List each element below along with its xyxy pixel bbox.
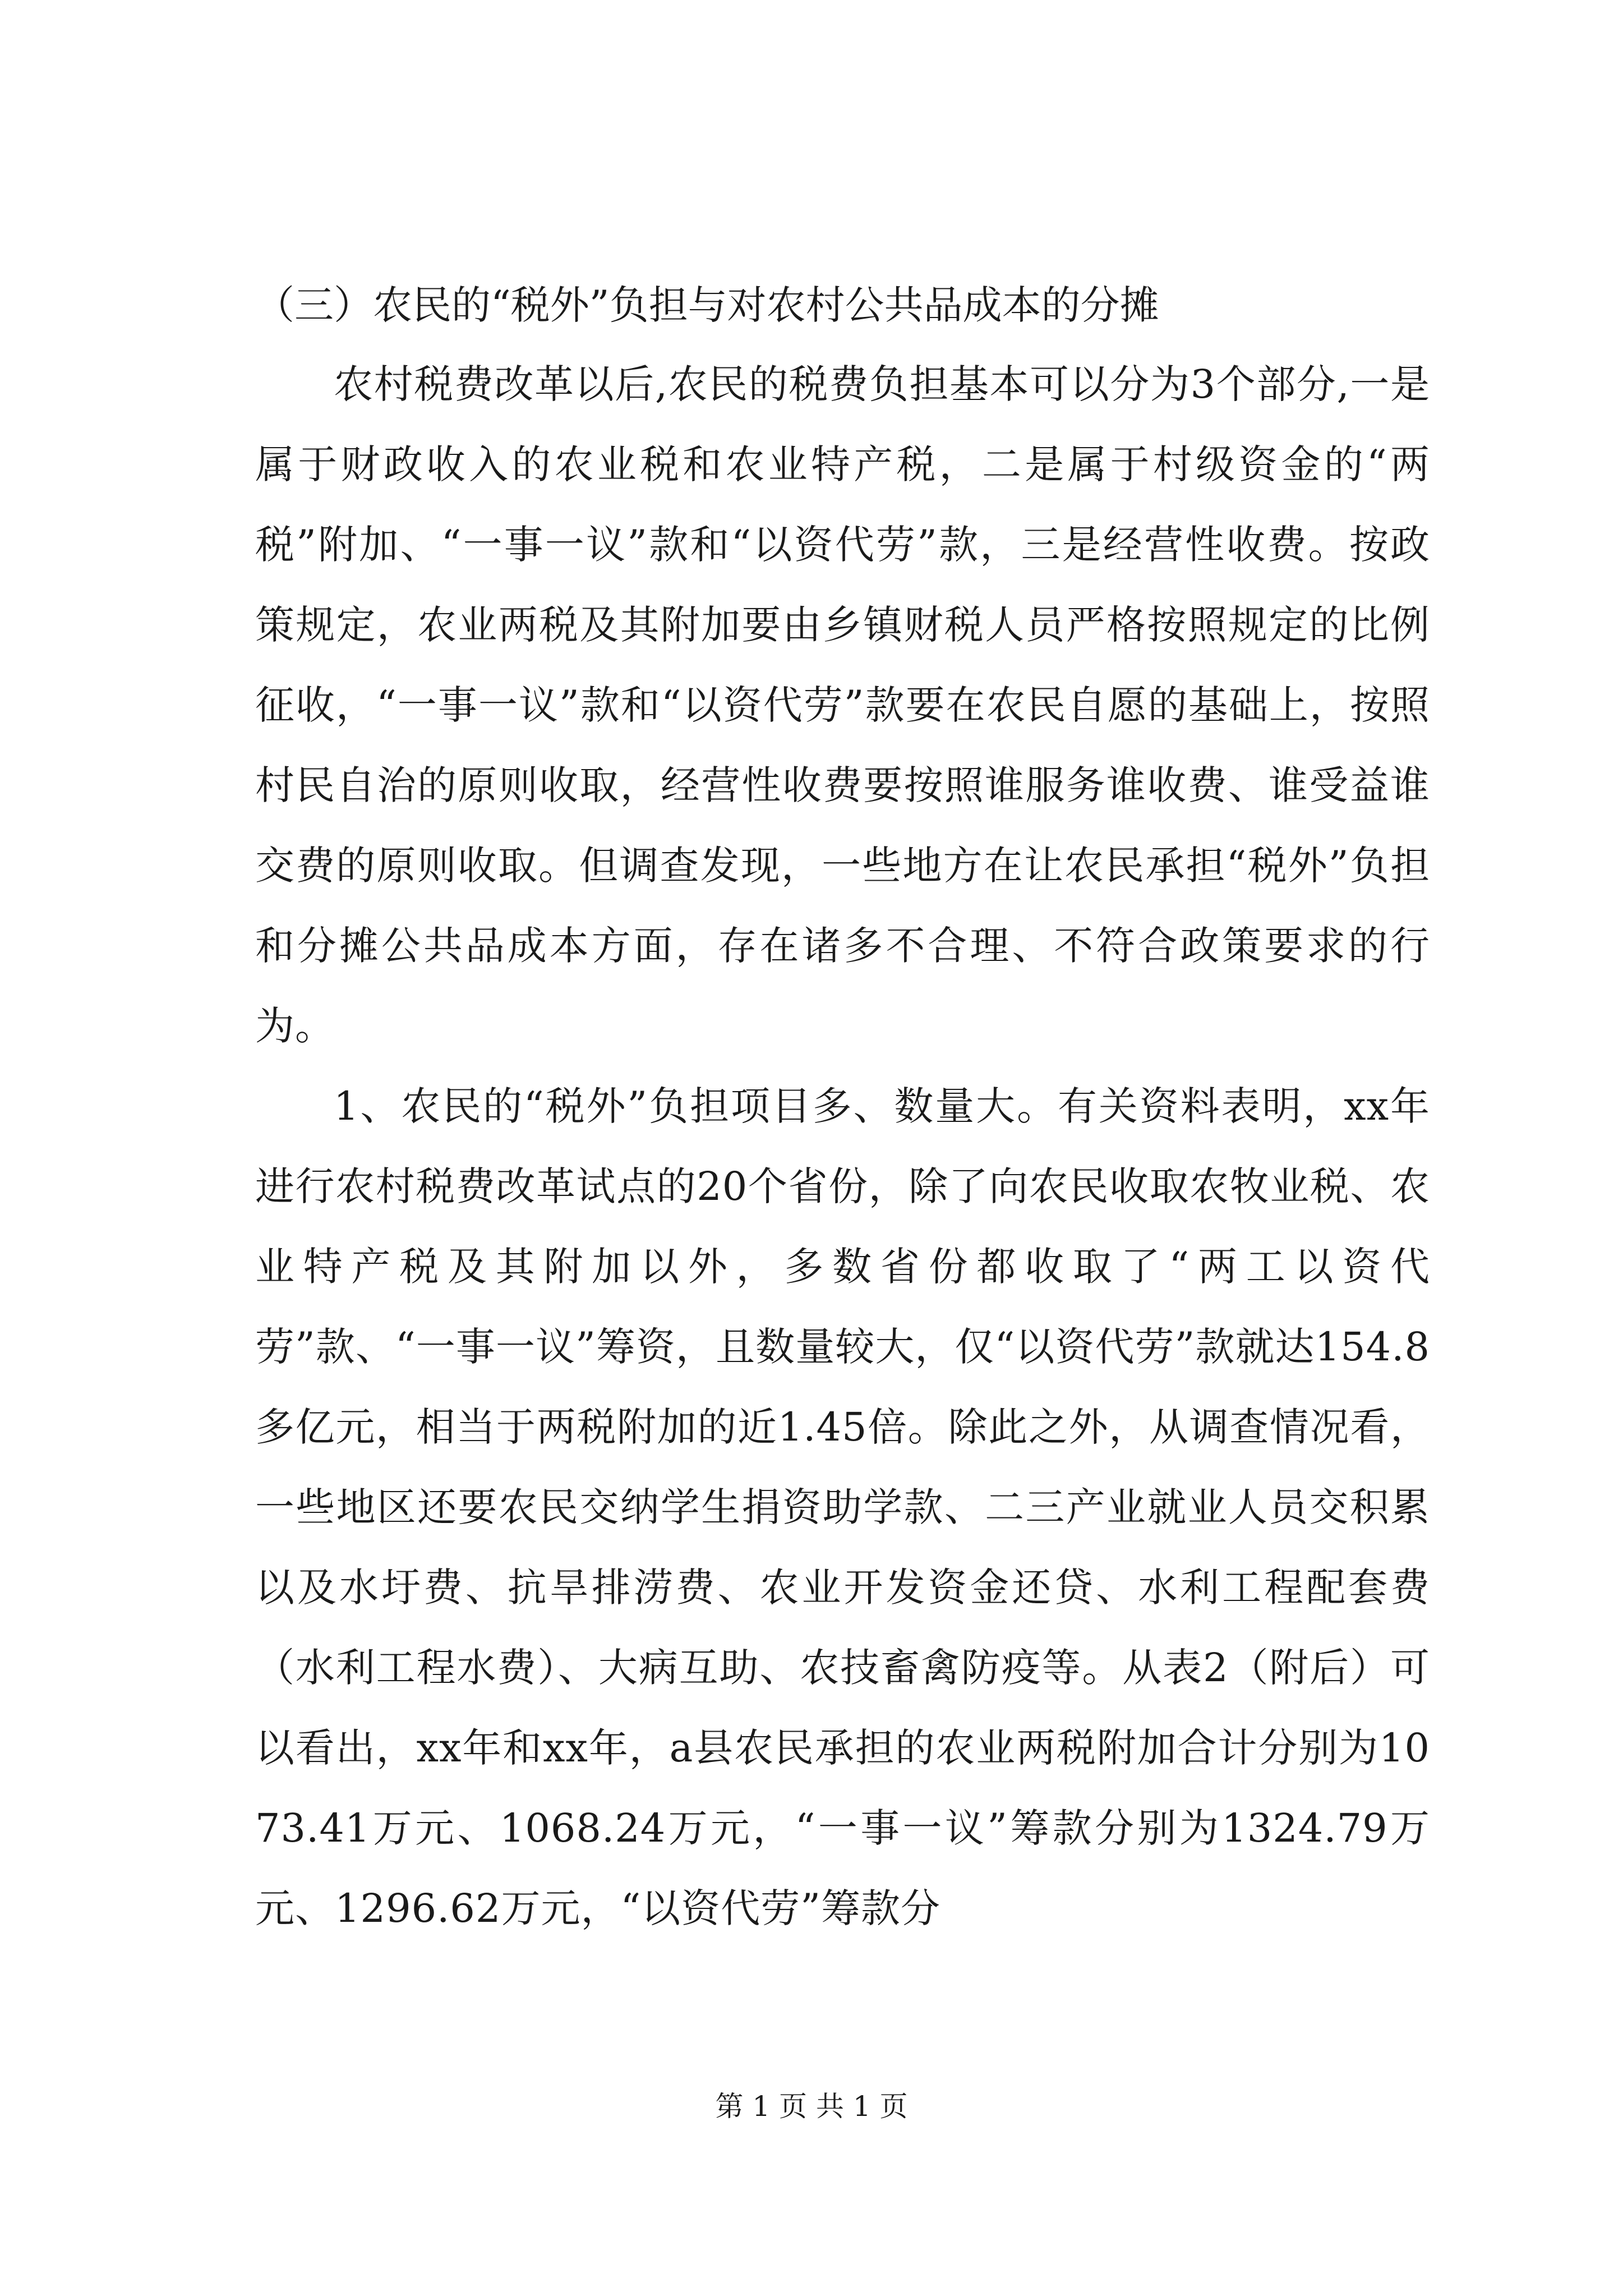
section-heading: （三）农民的“税外”负担与对农村公共品成本的分摊 xyxy=(255,282,1159,328)
document-body xyxy=(255,266,1430,1949)
page-number-footer: 第 1 页 共 1 页 xyxy=(715,2090,908,2123)
paragraph: 1、农民的“税外”负担项目多、数量大。有关资料表明，xx年进行农村税费改革试点的20个省份，除了向农民收取农牧业税、农业特产税及其附加以外，多数省份都收取了“两工以资代劳”款、“一事一议”筹资，且数量较大，仅“以资代劳”款就达154.8多亿元，相当于两税附加的近1.45倍。除此之外，从调查情况看，一些地区还要农民交纳学生捐资助学款、二三产业就业人员交积累以及水圩费、抗旱排涝费、农业开发资金还贷、水利工程配套费（水利工程水费）、大病互助、农技畜禽防疫等。从表2（附后）可以看出，xx年和xx年，a县农民承担的农业两税附加合计分别为1073.41万元、1068.24万元，“一事一议”筹款分别为1324.79万元、1296.62万元，“以资代劳”筹款分 xyxy=(255,1083,1430,1931)
paragraph: 农村税费改革以后,农民的税费负担基本可以分为3个部分,一是属于财政收入的农业税和农业特产税，二是属于村级资金的“两税”附加、“一事一议”款和“以资代劳”款，三是经营性收费。按政策规定，农业两税及其附加要由乡镇财税人员严格按照规定的比例征收，“一事一议”款和“以资代劳”款要在农民自愿的基础上，按照村民自治的原则收取，经营性收费要按照谁服务谁收费、谁受益谁交费的原则收取。但调查发现，一些地方在让农民承担“税外”负担和分摊公共品成本方面，存在诸多不合理、不符合政策要求的行为。 xyxy=(255,361,1430,1049)
